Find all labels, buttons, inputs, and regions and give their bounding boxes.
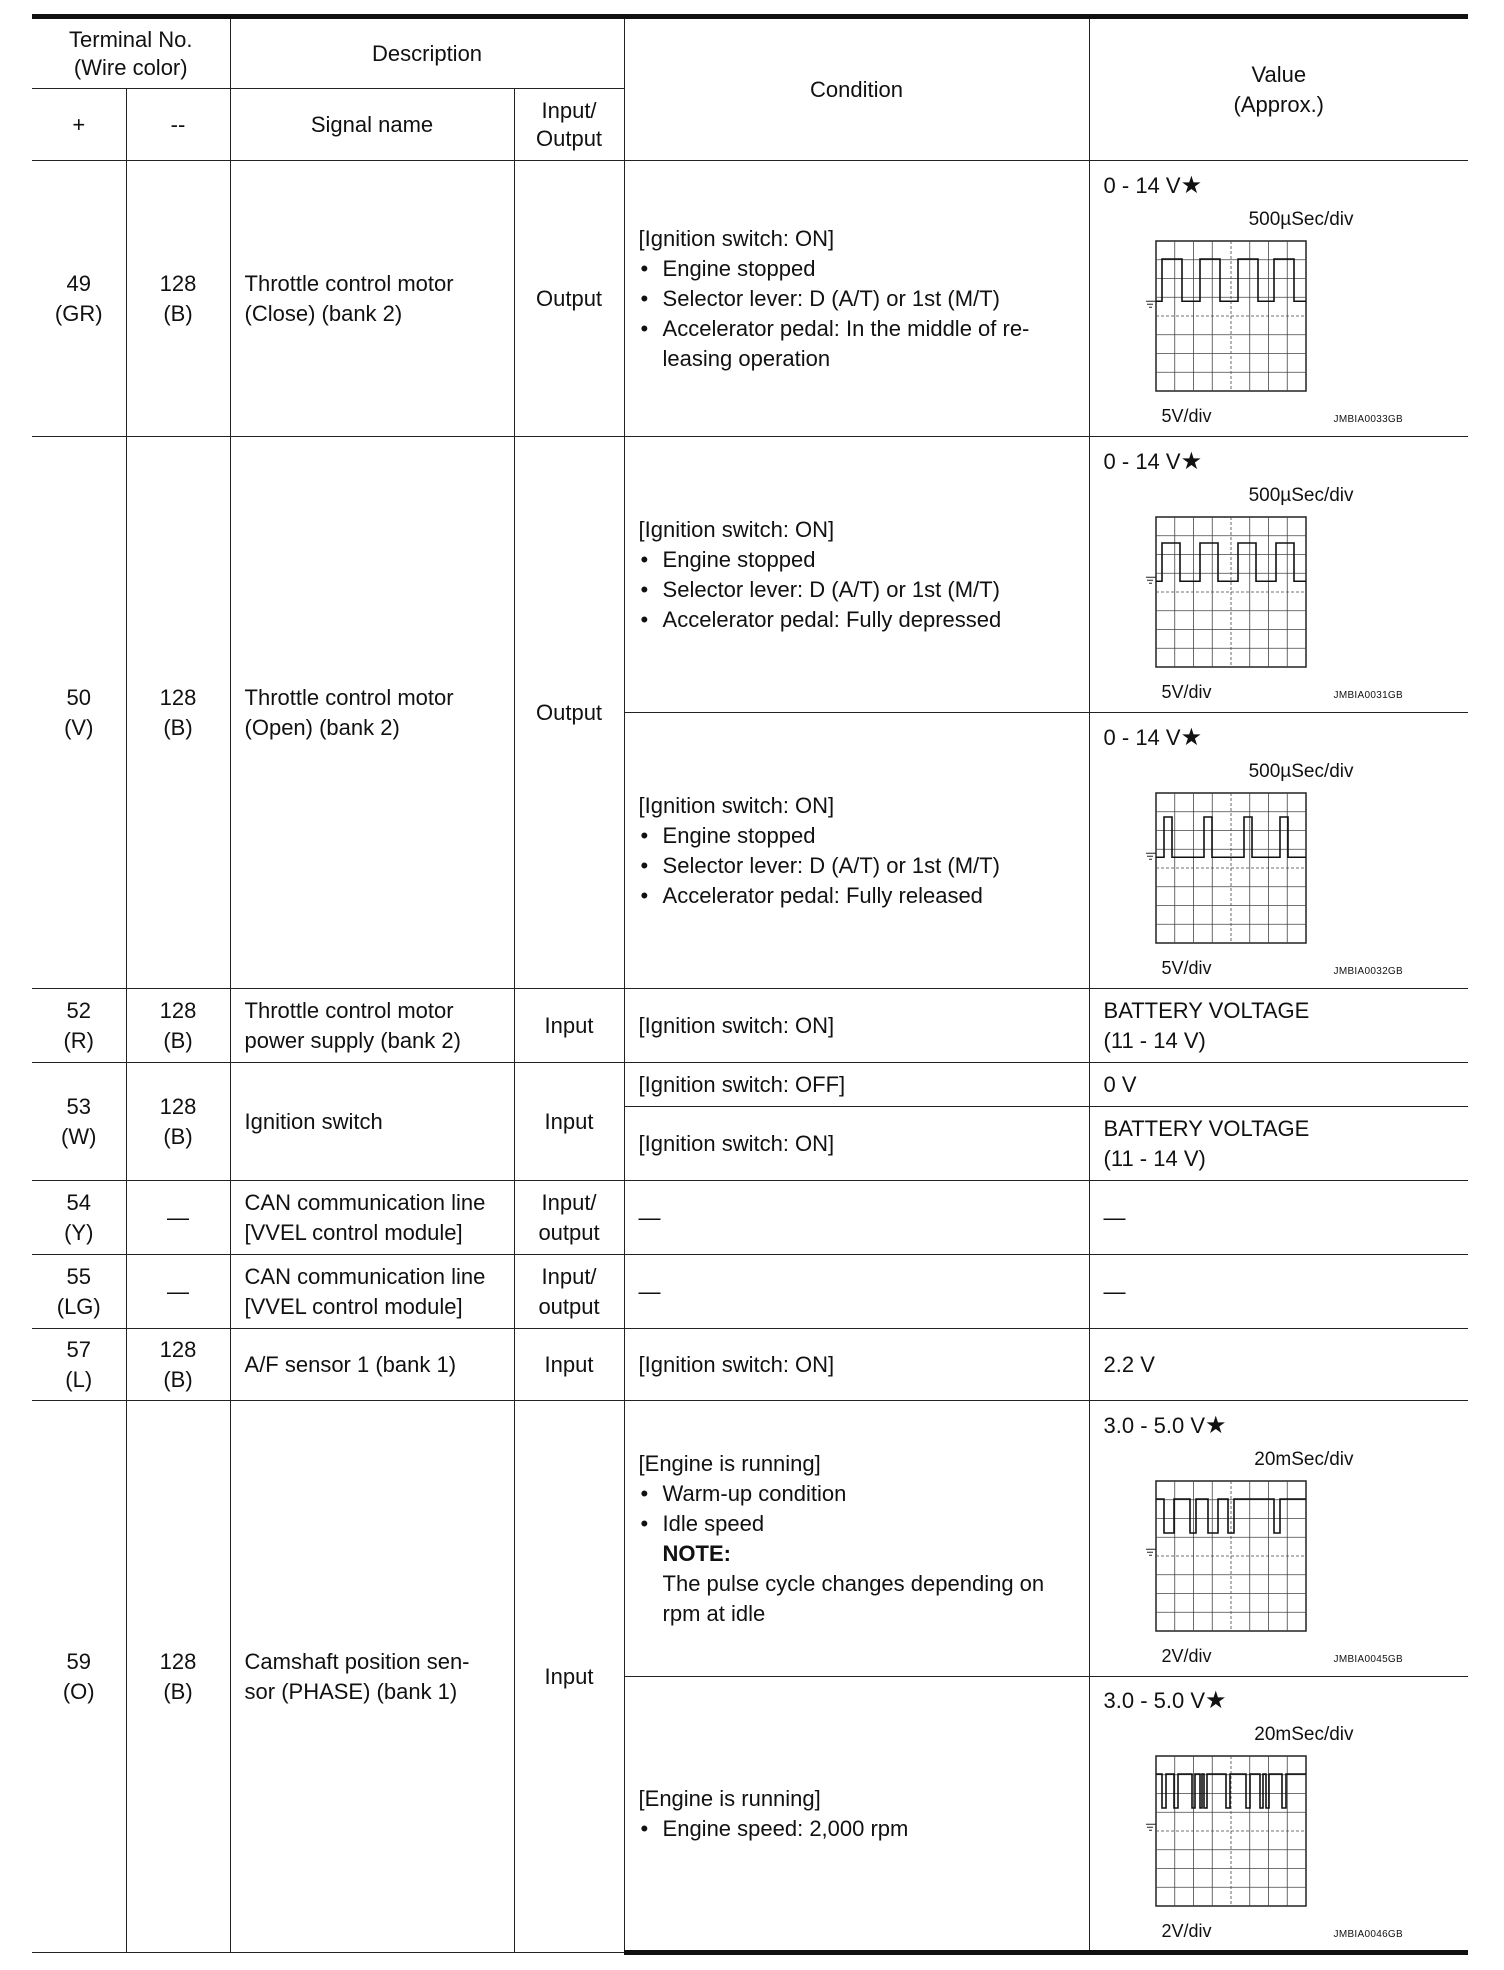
value-cell (1089, 1677, 1468, 1953)
value-text: — (1089, 1255, 1468, 1329)
io-type: Output (514, 437, 624, 989)
io-type: Input/ output (514, 1255, 624, 1329)
star-icon: ★ (1180, 171, 1203, 199)
condition: [Ignition switch: ON] (624, 1329, 1089, 1401)
star-icon: ★ (1205, 1686, 1227, 1714)
terminal-table (32, 14, 1468, 1955)
condition: [Ignition switch: ON] (624, 989, 1089, 1063)
signal-name: CAN communication line [VVEL control module] (230, 1181, 514, 1255)
time-division: 500µSec/div (1248, 208, 1354, 230)
condition: — (624, 1181, 1089, 1255)
condition-head: [Engine is running] (638, 1450, 821, 1476)
table-row (32, 1063, 1468, 1107)
value-cell (1089, 161, 1468, 437)
condition (624, 161, 1089, 437)
terminal-plus: 52 (R) (32, 989, 126, 1063)
terminal-plus: 54 (Y) (32, 1181, 126, 1255)
io-type: Input (514, 1401, 624, 1953)
note-text: The pulse cycle changes depending on rpm at idle (662, 1570, 1045, 1626)
terminal-plus: 53 (W) (32, 1063, 126, 1181)
io-type: Input (514, 1063, 624, 1181)
waveform-figure (1104, 441, 1469, 709)
terminal-minus: 128 (B) (126, 1329, 230, 1401)
terminal-plus: 57 (L) (32, 1329, 126, 1401)
volt-division: 5V/div (1161, 957, 1212, 978)
condition-head: [Engine is running] (638, 1785, 821, 1811)
condition-bullet: • Engine stopped (663, 254, 1081, 284)
table-row (32, 1181, 1468, 1255)
terminal-minus: 128 (B) (126, 161, 230, 437)
figure-code: JMBIA0033GB (1333, 413, 1403, 425)
volt-division: 5V/div (1161, 681, 1212, 702)
figure-code: JMBIA0031GB (1333, 689, 1403, 701)
voltage-range: 3.0 - 5.0 V (1103, 1687, 1206, 1713)
oscilloscope-waveform (1144, 1748, 1314, 1914)
terminal-minus: 128 (B) (126, 1401, 230, 1953)
volt-division: 5V/div (1161, 405, 1212, 426)
terminal-minus: 128 (B) (126, 437, 230, 989)
condition (624, 1677, 1089, 1953)
io-type: Input (514, 989, 624, 1063)
value-text: BATTERY VOLTAGE (11 - 14 V) (1089, 989, 1468, 1063)
voltage-range: 0 - 14 V (1103, 448, 1181, 474)
condition-bullet: • Selector lever: D (A/T) or 1st (M/T) (663, 284, 1081, 314)
oscilloscope-waveform (1144, 785, 1314, 951)
waveform-figure (1104, 717, 1469, 985)
header-minus: -- (126, 89, 230, 161)
condition: [Ignition switch: OFF] (624, 1063, 1089, 1107)
voltage-range: 0 - 14 V (1103, 172, 1181, 198)
header-signal-name: Signal name (230, 89, 514, 161)
signal-name: A/F sensor 1 (bank 1) (230, 1329, 514, 1401)
figure-code: JMBIA0045GB (1333, 1653, 1403, 1665)
condition-bullet: • Warm-up condition (663, 1479, 1081, 1509)
terminal-plus: 55 (LG) (32, 1255, 126, 1329)
header-plus: + (32, 89, 126, 161)
condition-bullet: • Engine stopped (663, 821, 1081, 851)
value-cell (1089, 1401, 1468, 1677)
table-row (32, 437, 1468, 713)
condition-bullet: • Engine stopped (663, 545, 1081, 575)
header-io: Input/ Output (514, 89, 624, 161)
condition (624, 713, 1089, 989)
time-division: 500µSec/div (1248, 484, 1354, 506)
waveform-trace (1156, 259, 1306, 301)
condition-bullet: • Accelerator pedal: In the middle of re- leasing operation (663, 314, 1081, 374)
condition-bullet: • Selector lever: D (A/T) or 1st (M/T) (663, 575, 1081, 605)
condition-head: [Ignition switch: ON] (638, 792, 835, 818)
table-row (32, 161, 1468, 437)
signal-name: CAN communication line [VVEL control module] (230, 1255, 514, 1329)
value-text: 0 V (1089, 1063, 1468, 1107)
oscilloscope-waveform (1144, 509, 1314, 675)
waveform-figure (1104, 1405, 1469, 1673)
value-text: — (1089, 1181, 1468, 1255)
star-icon: ★ (1180, 723, 1203, 751)
condition (624, 1401, 1089, 1677)
header-value: Value (Approx.) (1089, 17, 1468, 161)
condition-head: [Ignition switch: ON] (638, 516, 835, 542)
star-icon: ★ (1180, 447, 1203, 475)
condition: [Ignition switch: ON] (624, 1107, 1089, 1181)
terminal-minus: 128 (B) (126, 1063, 230, 1181)
condition (624, 437, 1089, 713)
terminal-plus: 50 (V) (32, 437, 126, 989)
time-division: 20mSec/div (1254, 1448, 1354, 1470)
terminal-plus: 59 (O) (32, 1401, 126, 1953)
condition-bullet: • Selector lever: D (A/T) or 1st (M/T) (663, 851, 1081, 881)
voltage-range: 3.0 - 5.0 V (1103, 1412, 1206, 1438)
signal-name: Camshaft position sen- sor (PHASE) (bank 1) (230, 1401, 514, 1953)
figure-code: JMBIA0032GB (1333, 965, 1403, 977)
io-type: Input (514, 1329, 624, 1401)
terminal-plus: 49 (GR) (32, 161, 126, 437)
table-row (32, 1255, 1468, 1329)
signal-name: Throttle control motor (Open) (bank 2) (230, 437, 514, 989)
value-text: 2.2 V (1089, 1329, 1468, 1401)
condition-bullet: • Accelerator pedal: Fully depressed (663, 605, 1081, 635)
table-row (32, 1401, 1468, 1677)
header-terminal: Terminal No. (Wire color) (32, 17, 230, 89)
time-division: 500µSec/div (1248, 760, 1354, 782)
header-description: Description (230, 17, 624, 89)
signal-name: Ignition switch (230, 1063, 514, 1181)
condition-bullet: • Accelerator pedal: Fully released (663, 881, 1081, 911)
condition: — (624, 1255, 1089, 1329)
condition-head: [Ignition switch: ON] (638, 225, 835, 251)
figure-code: JMBIA0046GB (1333, 1928, 1403, 1940)
terminal-minus: 128 (B) (126, 989, 230, 1063)
terminal-minus: — (126, 1181, 230, 1255)
signal-name: Throttle control motor (Close) (bank 2) (230, 161, 514, 437)
voltage-range: 0 - 14 V (1103, 724, 1181, 750)
waveform-figure (1104, 165, 1469, 433)
time-division: 20mSec/div (1254, 1723, 1354, 1745)
io-type: Output (514, 161, 624, 437)
star-icon: ★ (1205, 1411, 1227, 1439)
terminal-minus: — (126, 1255, 230, 1329)
io-type: Input/ output (514, 1181, 624, 1255)
header-condition: Condition (624, 17, 1089, 161)
volt-division: 2V/div (1161, 1645, 1212, 1666)
signal-name: Throttle control motor power supply (bank 2) (230, 989, 514, 1063)
condition-bullet: • Engine speed: 2,000 rpm (663, 1814, 1081, 1844)
table-row (32, 989, 1468, 1063)
oscilloscope-waveform (1144, 1473, 1314, 1639)
oscilloscope-waveform (1144, 233, 1314, 399)
note-heading: NOTE: (662, 1540, 731, 1566)
condition-bullet: • Idle speed (663, 1509, 1081, 1539)
volt-division: 2V/div (1161, 1920, 1212, 1941)
value-cell (1089, 713, 1468, 989)
waveform-figure (1104, 1680, 1469, 1948)
table-row (32, 1329, 1468, 1401)
value-text: BATTERY VOLTAGE (11 - 14 V) (1089, 1107, 1468, 1181)
value-cell (1089, 437, 1468, 713)
